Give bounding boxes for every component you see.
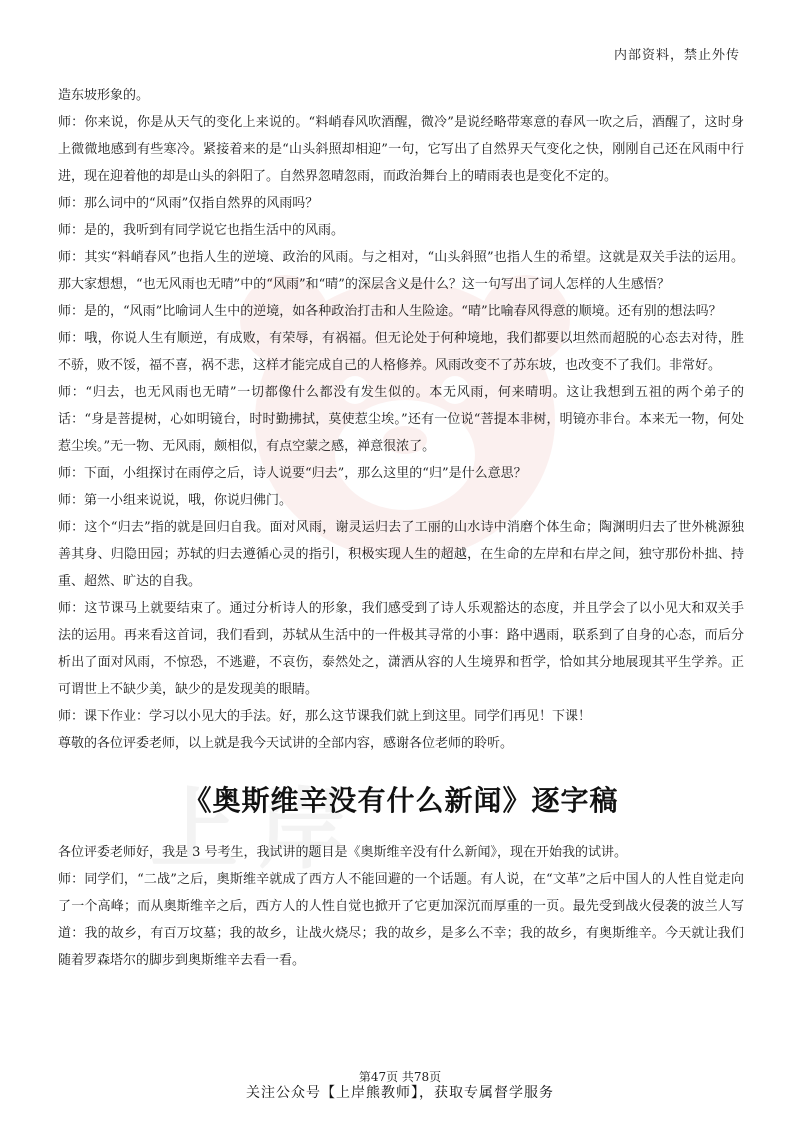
paragraph: 师：课下作业：学习以小见大的手法。好，那么这节课我们就上到这里。同学们再见！下课！ — [58, 709, 592, 724]
paragraph: 各位评委老师好，我是 3 号考生，我试讲的题目是《奥斯维辛没有什么新闻》，现在开始我的试讲。 — [58, 845, 628, 860]
page-footer — [0, 1070, 800, 1102]
page-number: 第47页 共78页 — [358, 1070, 442, 1084]
paragraph: 师：是的，“风雨”比喻词人生中的逆境，如各种政治打击和人生险途。“晴”比喻春风得意的顺境。还有别的想法吗？ — [58, 304, 722, 319]
paragraph: 师：其实“料峭春风”也指人生的逆境、政治的风雨。与之相对，“山头斜照”也指人生的希望。这就是双关手法的运用。那大家想想，“也无风雨也无晴”中的“风雨”和“晴”的深层含义是什么？这一句写出了词人怎样的人生感悟？ — [58, 250, 744, 292]
paragraph: 师：“归去，也无风雨也无晴”一切都像什么都没有发生似的。本无风雨，何来晴明。这让我想到五祖的两个弟子的话：“身是菩提树，心如明镜台，时时勤拂拭，莫使惹尘埃。”还有一位说“菩提本非树，明镜亦非台。本来无一物，何处惹尘埃。”无一物、无风雨，颇相似，有点空蒙之感，禅意很浓了。 — [58, 385, 744, 454]
paragraph: 师：第一小组来说说，哦，你说归佛门。 — [58, 493, 293, 508]
paragraph: 师：同学们，“二战”之后，奥斯维辛就成了西方人不能回避的一个话题。有人说，在“文革”之后中国人的人性自觉走向了一个高峰；而从奥斯维辛之后，西方人的人性自觉也掀开了它更加深沉而厚重的一页。最先受到战火侵袭的波兰人写道：我的故乡，有百万坟墓；我的故乡，让战火烧尽；我的故乡，是多么不幸；我的故乡，有奥斯维辛。今天就让我们随着罗森塔尔的脚步到奥斯维辛去看一看。 — [58, 872, 744, 968]
paragraph: 师：是的，我听到有同学说它也指生活中的风雨。 — [58, 223, 345, 238]
paragraph: 师：哦，你说人生有顺逆，有成败，有荣辱，有祸福。但无论处于何种境地，我们都要以坦然而超脱的心态去对待，胜不骄，败不馁，福不喜，祸不悲，这样才能完成自己的人格修养。风雨改变不了苏东坡，也改变不了我们。非常好。 — [58, 331, 744, 373]
paragraph: 师：下面，小组探讨在雨停之后，诗人说要“归去”，那么这里的“归”是什么意思？ — [58, 466, 527, 481]
promo-line: 关注公众号【上岸熊教师】，获取专属督学服务 — [246, 1085, 554, 1101]
document-body — [58, 82, 744, 974]
paragraph: 师：那么词中的“风雨”仅指自然界的风雨吗？ — [58, 196, 319, 211]
paragraph: 造东坡形象的。 — [58, 88, 150, 103]
paragraph: 师：这节课马上就要结束了。通过分析诗人的形象，我们感受到了诗人乐观豁达的态度，并且学会了以小见大和双关手法的运用。再来看这首词，我们看到，苏轼从生活中的一件极其寻常的小事：路中遇雨，联系到了自身的心态，而后分析出了面对风雨，不惊恐，不逃避，不哀伤，泰然处之，潇洒从容的人生境界和哲学，恰如其分地展现其平生学养。正可谓世上不缺少美，缺少的是发现美的眼睛。 — [58, 601, 744, 697]
section-title: 《奥斯维辛没有什么新闻》逐字稿 — [183, 784, 619, 817]
paragraph: 师：这个“归去”指的就是回归自我。面对风雨，谢灵运归去了工丽的山水诗中消磨个体生命；陶渊明归去了世外桃源独善其身、归隐田园；苏轼的归去遵循心灵的指引，积极实现人生的超越，在生命的左岸和右岸之间，独守那份朴拙、持重、超然、旷达的自我。 — [58, 520, 744, 589]
paragraph: 尊敬的各位评委老师，以上就是我今天试讲的全部内容，感谢各位老师的聆听。 — [58, 736, 514, 751]
confidential-note: 内部资料，禁止外传 — [613, 48, 740, 63]
paragraph: 师：你来说，你是从天气的变化上来说的。“料峭春风吹酒醒，微冷”是说经略带寒意的春风一吹之后，酒醒了，这时身上微微地感到有些寒冷。紧接着来的是“山头斜照却相迎”一句，它写出了自然界天气变化之快，刚刚自己还在风雨中行进，现在迎着他的却是山头的斜阳了。自然界忽晴忽雨，而政治舞台上的晴雨表也是变化不定的。 — [58, 115, 744, 184]
